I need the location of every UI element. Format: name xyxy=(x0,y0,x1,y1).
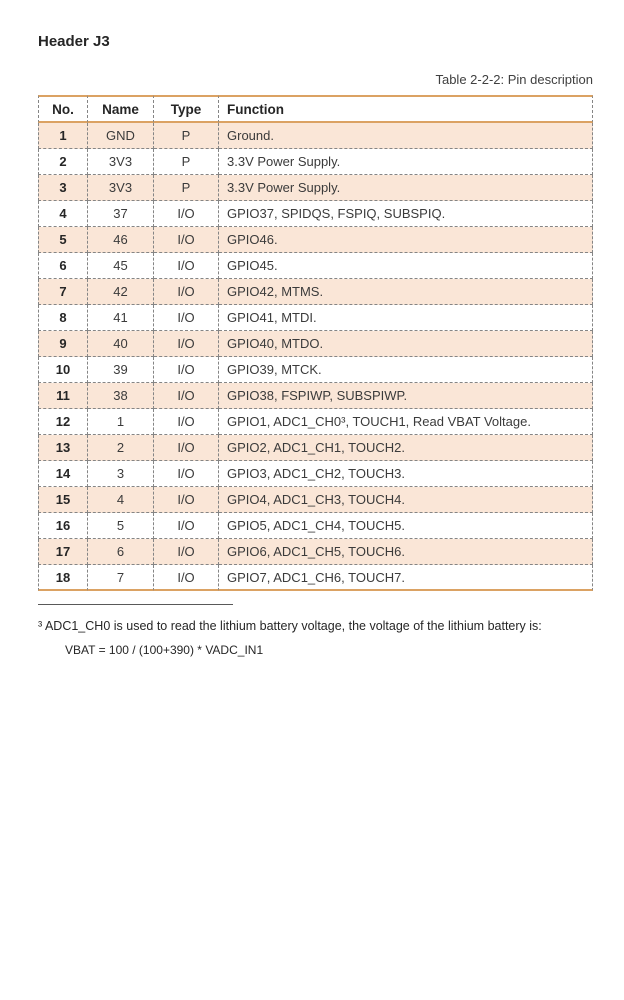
cell-name: 37 xyxy=(88,201,154,227)
footnote-formula: VBAT = 100 / (100+390) * VADC_IN1 xyxy=(65,643,264,657)
cell-name: 4 xyxy=(88,487,154,513)
column-header-no: No. xyxy=(38,95,88,123)
cell-name: 2 xyxy=(88,435,154,461)
cell-no: 4 xyxy=(38,201,88,227)
cell-no: 16 xyxy=(38,513,88,539)
table-row xyxy=(38,409,593,435)
table-row xyxy=(38,513,593,539)
cell-type: I/O xyxy=(154,227,219,253)
cell-no: 14 xyxy=(38,461,88,487)
table-row xyxy=(38,175,593,201)
cell-type: P xyxy=(154,175,219,201)
cell-name: 1 xyxy=(88,409,154,435)
cell-no: 2 xyxy=(38,149,88,175)
column-header-type: Type xyxy=(154,95,219,123)
cell-function: GPIO7, ADC1_CH6, TOUCH7. xyxy=(219,565,593,591)
cell-type: P xyxy=(154,149,219,175)
cell-name: GND xyxy=(88,123,154,149)
cell-name: 38 xyxy=(88,383,154,409)
table-row xyxy=(38,487,593,513)
footnote-separator xyxy=(38,604,233,605)
cell-type: I/O xyxy=(154,305,219,331)
page-title: Header J3 xyxy=(38,33,110,50)
cell-no: 18 xyxy=(38,565,88,591)
cell-type: I/O xyxy=(154,253,219,279)
table-row xyxy=(38,383,593,409)
cell-type: I/O xyxy=(154,513,219,539)
cell-function: GPIO1, ADC1_CH0³, TOUCH1, Read VBAT Voltage. xyxy=(219,409,593,435)
cell-type: I/O xyxy=(154,201,219,227)
cell-function: GPIO42, MTMS. xyxy=(219,279,593,305)
pin-table-body xyxy=(38,123,593,591)
cell-function: GPIO2, ADC1_CH1, TOUCH2. xyxy=(219,435,593,461)
cell-function: GPIO3, ADC1_CH2, TOUCH3. xyxy=(219,461,593,487)
table-row xyxy=(38,331,593,357)
cell-name: 3V3 xyxy=(88,175,154,201)
cell-function: 3.3V Power Supply. xyxy=(219,175,593,201)
cell-name: 7 xyxy=(88,565,154,591)
cell-type: I/O xyxy=(154,409,219,435)
footnote-marker: ³ xyxy=(38,619,43,633)
cell-no: 11 xyxy=(38,383,88,409)
cell-type: I/O xyxy=(154,565,219,591)
cell-function: GPIO39, MTCK. xyxy=(219,357,593,383)
cell-no: 6 xyxy=(38,253,88,279)
table-row xyxy=(38,539,593,565)
cell-name: 3V3 xyxy=(88,149,154,175)
cell-no: 1 xyxy=(38,123,88,149)
table-row xyxy=(38,123,593,149)
table-row xyxy=(38,149,593,175)
cell-function: GPIO45. xyxy=(219,253,593,279)
cell-type: I/O xyxy=(154,279,219,305)
table-row xyxy=(38,357,593,383)
cell-name: 41 xyxy=(88,305,154,331)
footnote-line1-text: ADC1_CH0 is used to read the lithium battery voltage, the voltage of the lithium battery is: xyxy=(44,619,542,633)
table-row xyxy=(38,279,593,305)
table-row xyxy=(38,227,593,253)
cell-name: 45 xyxy=(88,253,154,279)
table-header xyxy=(38,95,593,123)
cell-type: I/O xyxy=(154,487,219,513)
cell-no: 3 xyxy=(38,175,88,201)
cell-no: 17 xyxy=(38,539,88,565)
cell-no: 12 xyxy=(38,409,88,435)
cell-name: 6 xyxy=(88,539,154,565)
cell-name: 39 xyxy=(88,357,154,383)
cell-function: GPIO37, SPIDQS, FSPIQ, SUBSPIQ. xyxy=(219,201,593,227)
cell-function: 3.3V Power Supply. xyxy=(219,149,593,175)
table-row xyxy=(38,435,593,461)
cell-name: 5 xyxy=(88,513,154,539)
table-row xyxy=(38,201,593,227)
cell-function: Ground. xyxy=(219,123,593,149)
cell-no: 8 xyxy=(38,305,88,331)
cell-name: 40 xyxy=(88,331,154,357)
cell-no: 15 xyxy=(38,487,88,513)
cell-name: 3 xyxy=(88,461,154,487)
table-row xyxy=(38,565,593,591)
cell-name: 42 xyxy=(88,279,154,305)
cell-type: I/O xyxy=(154,461,219,487)
column-header-function: Function xyxy=(219,95,593,123)
cell-type: P xyxy=(154,123,219,149)
column-header-name: Name xyxy=(88,95,154,123)
cell-function: GPIO46. xyxy=(219,227,593,253)
table-caption: Table 2-2-2: Pin description xyxy=(435,72,593,87)
cell-no: 13 xyxy=(38,435,88,461)
cell-no: 10 xyxy=(38,357,88,383)
cell-type: I/O xyxy=(154,357,219,383)
cell-function: GPIO4, ADC1_CH3, TOUCH4. xyxy=(219,487,593,513)
cell-function: GPIO41, MTDI. xyxy=(219,305,593,331)
cell-type: I/O xyxy=(154,383,219,409)
cell-name: 46 xyxy=(88,227,154,253)
cell-type: I/O xyxy=(154,435,219,461)
pin-description-table xyxy=(38,95,593,591)
footnote-text xyxy=(38,618,624,634)
cell-no: 7 xyxy=(38,279,88,305)
cell-function: GPIO6, ADC1_CH5, TOUCH6. xyxy=(219,539,593,565)
cell-function: GPIO38, FSPIWP, SUBSPIWP. xyxy=(219,383,593,409)
cell-function: GPIO40, MTDO. xyxy=(219,331,593,357)
cell-function: GPIO5, ADC1_CH4, TOUCH5. xyxy=(219,513,593,539)
table-row xyxy=(38,305,593,331)
cell-type: I/O xyxy=(154,331,219,357)
cell-type: I/O xyxy=(154,539,219,565)
cell-no: 5 xyxy=(38,227,88,253)
table-row xyxy=(38,253,593,279)
table-row xyxy=(38,461,593,487)
cell-no: 9 xyxy=(38,331,88,357)
